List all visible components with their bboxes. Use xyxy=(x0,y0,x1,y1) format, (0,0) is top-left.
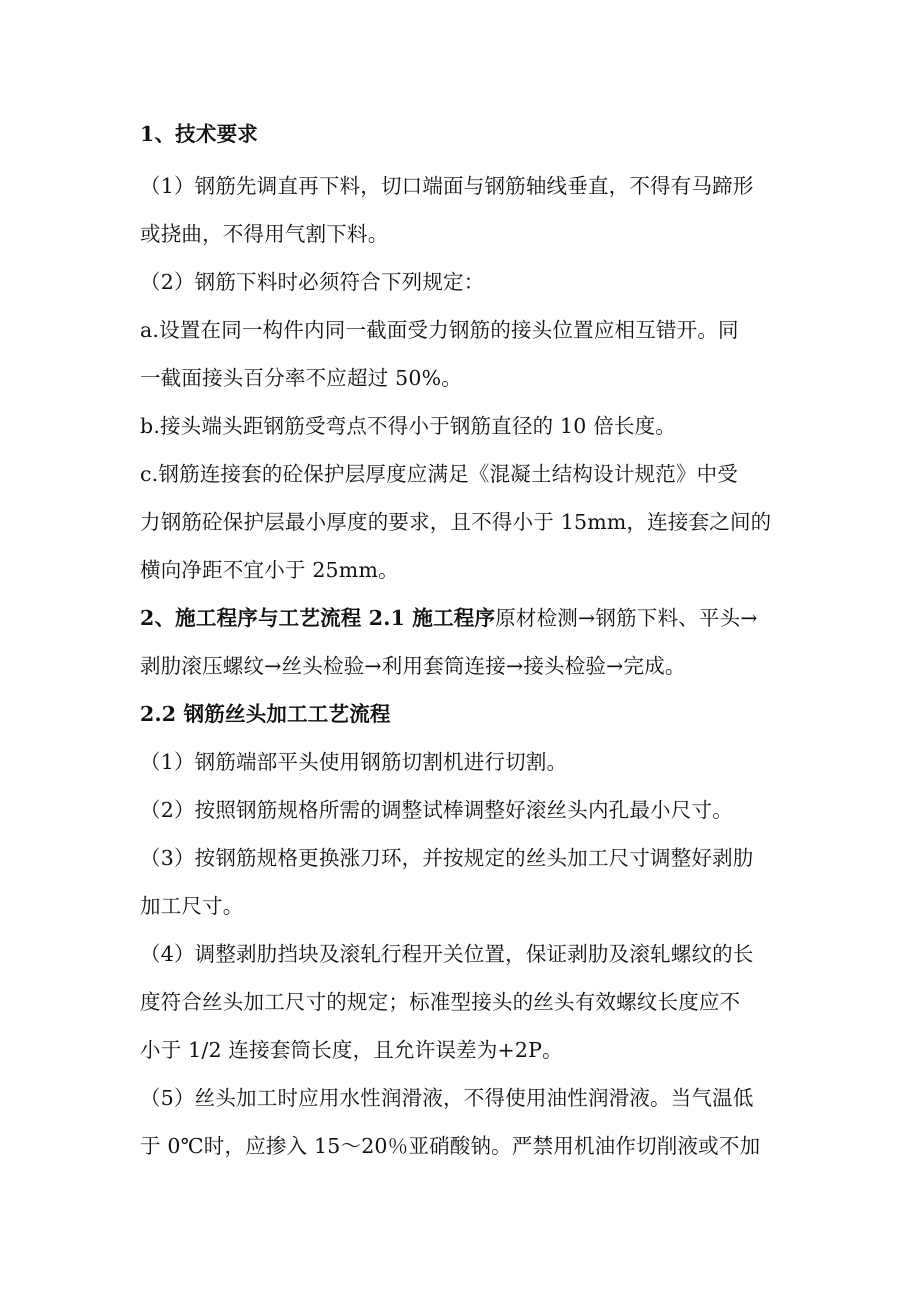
paragraph-line: 剥肋滚压螺纹→丝头检验→利用套筒连接→接头检验→完成。 xyxy=(140,654,686,678)
section-heading-1: 1、技术要求 xyxy=(140,122,258,146)
paragraph-line: （4）调整剥肋挡块及滚轧行程开关位置，保证剥肋及滚轧螺纹的长 xyxy=(140,942,754,966)
paragraph-line: （2）按照钢筋规格所需的调整试棒调整好滚丝头内孔最小尺寸。 xyxy=(140,798,733,822)
paragraph-line: 于 0℃时，应掺入 15～20％亚硝酸钠。严禁用机油作切削液或不加 xyxy=(140,1134,761,1158)
paragraph-line: （5）丝头加工时应用水性润滑液，不得使用油性润滑液。当气温低 xyxy=(140,1086,754,1110)
paragraph-line: c.钢筋连接套的砼保护层厚度应满足《混凝土结构设计规范》中受 xyxy=(140,462,738,486)
paragraph-line: a.设置在同一构件内同一截面受力钢筋的接头位置应相互错开。同 xyxy=(140,318,739,342)
paragraph-line: 度符合丝头加工尺寸的规定；标准型接头的丝头有效螺纹长度应不 xyxy=(140,990,741,1014)
paragraph-line: 横向净距不宜小于 25mm。 xyxy=(140,558,399,582)
section-heading-2: 2、施工程序与工艺流程 2.1 施工程序 xyxy=(140,606,496,630)
paragraph-line: 小于 1/2 连接套筒长度，且允许误差为+2P。 xyxy=(140,1038,563,1062)
paragraph-line: （1）钢筋先调直再下料，切口端面与钢筋轴线垂直，不得有马蹄形 xyxy=(140,174,754,198)
paragraph-line: 或挠曲，不得用气割下料。 xyxy=(140,222,389,246)
section-heading-2-line xyxy=(140,604,880,632)
section-heading-2-2: 2.2 钢筋丝头加工工艺流程 xyxy=(140,702,391,726)
paragraph-line: b.接头端头距钢筋受弯点不得小于钢筋直径的 10 倍长度。 xyxy=(140,414,677,438)
process-flow-text: 原材检测→钢筋下料、平头→ xyxy=(495,606,758,630)
paragraph-line: （1）钢筋端部平头使用钢筋切割机进行切割。 xyxy=(140,750,568,774)
paragraph-line: 一截面接头百分率不应超过 50%。 xyxy=(140,366,462,390)
paragraph-line: 力钢筋砼保护层最小厚度的要求，且不得小于 15mm，连接套之间的 xyxy=(140,510,772,534)
paragraph-line: 加工尺寸。 xyxy=(140,894,244,918)
paragraph-line: （2）钢筋下料时必须符合下列规定： xyxy=(140,270,485,294)
paragraph-line: （3）按钢筋规格更换涨刀环，并按规定的丝头加工尺寸调整好剥肋 xyxy=(140,846,754,870)
